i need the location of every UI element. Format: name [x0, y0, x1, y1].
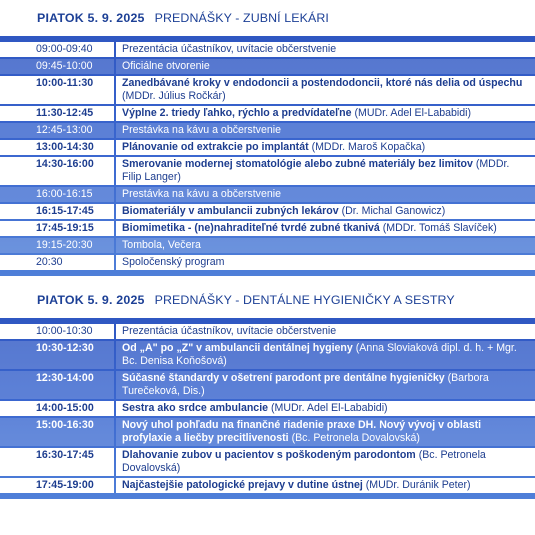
- session-speaker: (MDDr. Filip Langer): [122, 158, 510, 183]
- schedule-description: [116, 187, 535, 202]
- schedule-time: 14:00-15:00: [0, 401, 114, 416]
- schedule-row: [0, 204, 535, 219]
- section-header: [0, 282, 535, 318]
- schedule-time: 20:30: [0, 255, 114, 270]
- session-title: Výplne 2. triedy ľahko, rýchlo a predvídateľne: [122, 107, 352, 119]
- schedule-description: [116, 157, 535, 185]
- session-speaker: (MDDr. Tomáš Slavíček): [382, 222, 497, 234]
- schedule-row: [0, 59, 535, 74]
- schedule-time: 12:30-14:00: [0, 371, 114, 399]
- schedule-row: [0, 324, 535, 339]
- schedule-description: [116, 42, 535, 57]
- session-title: Prestávka na kávu a občerstvenie: [122, 188, 281, 200]
- schedule-description: [116, 204, 535, 219]
- schedule-time: 10:00-11:30: [0, 76, 114, 104]
- session-title: Prezentácia účastníkov, uvítacie občerstvenie: [122, 43, 337, 55]
- section-date: PIATOK 5. 9. 2025: [37, 293, 145, 307]
- session-speaker: (MDDr. Július Ročkár): [122, 90, 226, 102]
- schedule-panel: [0, 318, 535, 499]
- schedule-description: [116, 221, 535, 236]
- schedule-time: 16:15-17:45: [0, 204, 114, 219]
- schedule-time: 10:30-12:30: [0, 341, 114, 369]
- schedule-row: [0, 76, 535, 104]
- schedule-row: [0, 478, 535, 493]
- schedule-description: [116, 324, 535, 339]
- schedule-description: [116, 478, 535, 493]
- schedule-description: [116, 123, 535, 138]
- schedule-row: [0, 221, 535, 236]
- session-speaker: (Bc. Petronela Dovalovská): [291, 432, 420, 444]
- schedule-time: 19:15-20:30: [0, 238, 114, 253]
- session-title: Sestra ako srdce ambulancie: [122, 402, 269, 414]
- session-title: Prezentácia účastníkov, uvítacie občerstvenie: [122, 325, 337, 337]
- session-title: Dlahovanie zubov u pacientov s poškodeným parodontom: [122, 449, 416, 461]
- session-speaker: (MDDr. Maroš Kopačka): [311, 141, 426, 153]
- schedule-row: [0, 448, 535, 476]
- schedule-description: [116, 341, 535, 369]
- session-speaker: (Anna Sloviaková dipl. d. h. + Mgr. Bc. Denisa Koňošová): [122, 342, 517, 367]
- section-date: PIATOK 5. 9. 2025: [37, 11, 145, 25]
- session-title: Biomimetika - (ne)nahraditeľné tvrdé zubné tkanivá: [122, 222, 380, 234]
- schedule-row: [0, 418, 535, 446]
- session-title: Biomateriály v ambulancii zubných lekárov: [122, 205, 339, 217]
- session-title: Nový uhol pohľadu na finančné riadenie praxe DH. Nový vývoj v oblasti profylaxie a liečby precitlivenosti: [122, 419, 482, 444]
- session-speaker: (Bc. Petronela Dovalovská): [122, 449, 486, 474]
- schedule-row: [0, 140, 535, 155]
- schedule-time: 17:45-19:00: [0, 478, 114, 493]
- schedule-row: [0, 42, 535, 57]
- schedule-row: [0, 341, 535, 369]
- schedule-description: [116, 418, 535, 446]
- section-subtitle: PREDNÁŠKY - DENTÁLNE HYGIENIČKY A SESTRY: [154, 293, 455, 307]
- schedule-description: [116, 401, 535, 416]
- schedule-time: 16:00-16:15: [0, 187, 114, 202]
- session-title: Spoločenský program: [122, 256, 225, 268]
- schedule-description: [116, 76, 535, 104]
- session-title: Smerovanie modernej stomatológie alebo zubné materiály bez limitov: [122, 158, 473, 170]
- schedule-time: 10:00-10:30: [0, 324, 114, 339]
- session-title: Najčastejšie patologické prejavy v dutine ústnej: [122, 479, 363, 491]
- session-title: Prestávka na kávu a občerstvenie: [122, 124, 281, 136]
- schedule-description: [116, 371, 535, 399]
- session-title: Oficiálne otvorenie: [122, 60, 210, 72]
- schedule-time: 13:00-14:30: [0, 140, 114, 155]
- schedule-description: [116, 106, 535, 121]
- schedule-time: 15:00-16:30: [0, 418, 114, 446]
- schedule-description: [116, 140, 535, 155]
- schedule-row: [0, 255, 535, 270]
- section-subtitle: PREDNÁŠKY - ZUBNÍ LEKÁRI: [154, 11, 329, 25]
- schedule-time: 11:30-12:45: [0, 106, 114, 121]
- session-speaker: (Dr. Michal Ganowicz): [341, 205, 446, 217]
- session-title: Súčasné štandardy v ošetrení parodont pre dentálne hygieničky: [122, 372, 445, 384]
- schedule-row: [0, 106, 535, 121]
- session-speaker: (MUDr. Adel El-Lababidi): [354, 107, 472, 119]
- schedule-time: 14:30-16:00: [0, 157, 114, 185]
- session-speaker: (MUDr. Duránik Peter): [365, 479, 471, 491]
- session-speaker: (MUDr. Adel El-Lababidi): [271, 402, 388, 414]
- session-title: Zanedbávané kroky v endodoncii a postendodoncii, ktoré nás delia od úspechu: [122, 77, 523, 89]
- schedule-description: [116, 448, 535, 476]
- schedule-row: [0, 187, 535, 202]
- section-header: [0, 0, 535, 36]
- schedule-time: 09:00-09:40: [0, 42, 114, 57]
- session-title: Tombola, Večera: [122, 239, 201, 251]
- schedule-panel: [0, 36, 535, 276]
- schedule-time: 17:45-19:15: [0, 221, 114, 236]
- schedule-row: [0, 123, 535, 138]
- schedule-description: [116, 255, 535, 270]
- schedule-row: [0, 401, 535, 416]
- session-title: Plánovanie od extrakcie po implantát: [122, 141, 309, 153]
- schedule-row: [0, 157, 535, 185]
- schedule-time: 12:45-13:00: [0, 123, 114, 138]
- schedule-row: [0, 371, 535, 399]
- session-title: Od „A" po „Z" v ambulancii dentálnej hygieny: [122, 342, 353, 354]
- schedule-description: [116, 59, 535, 74]
- schedule-time: 16:30-17:45: [0, 448, 114, 476]
- schedule-row: [0, 238, 535, 253]
- schedule-description: [116, 238, 535, 253]
- session-speaker: (Barbora Turečeková, Dis.): [122, 372, 489, 397]
- schedule-time: 09:45-10:00: [0, 59, 114, 74]
